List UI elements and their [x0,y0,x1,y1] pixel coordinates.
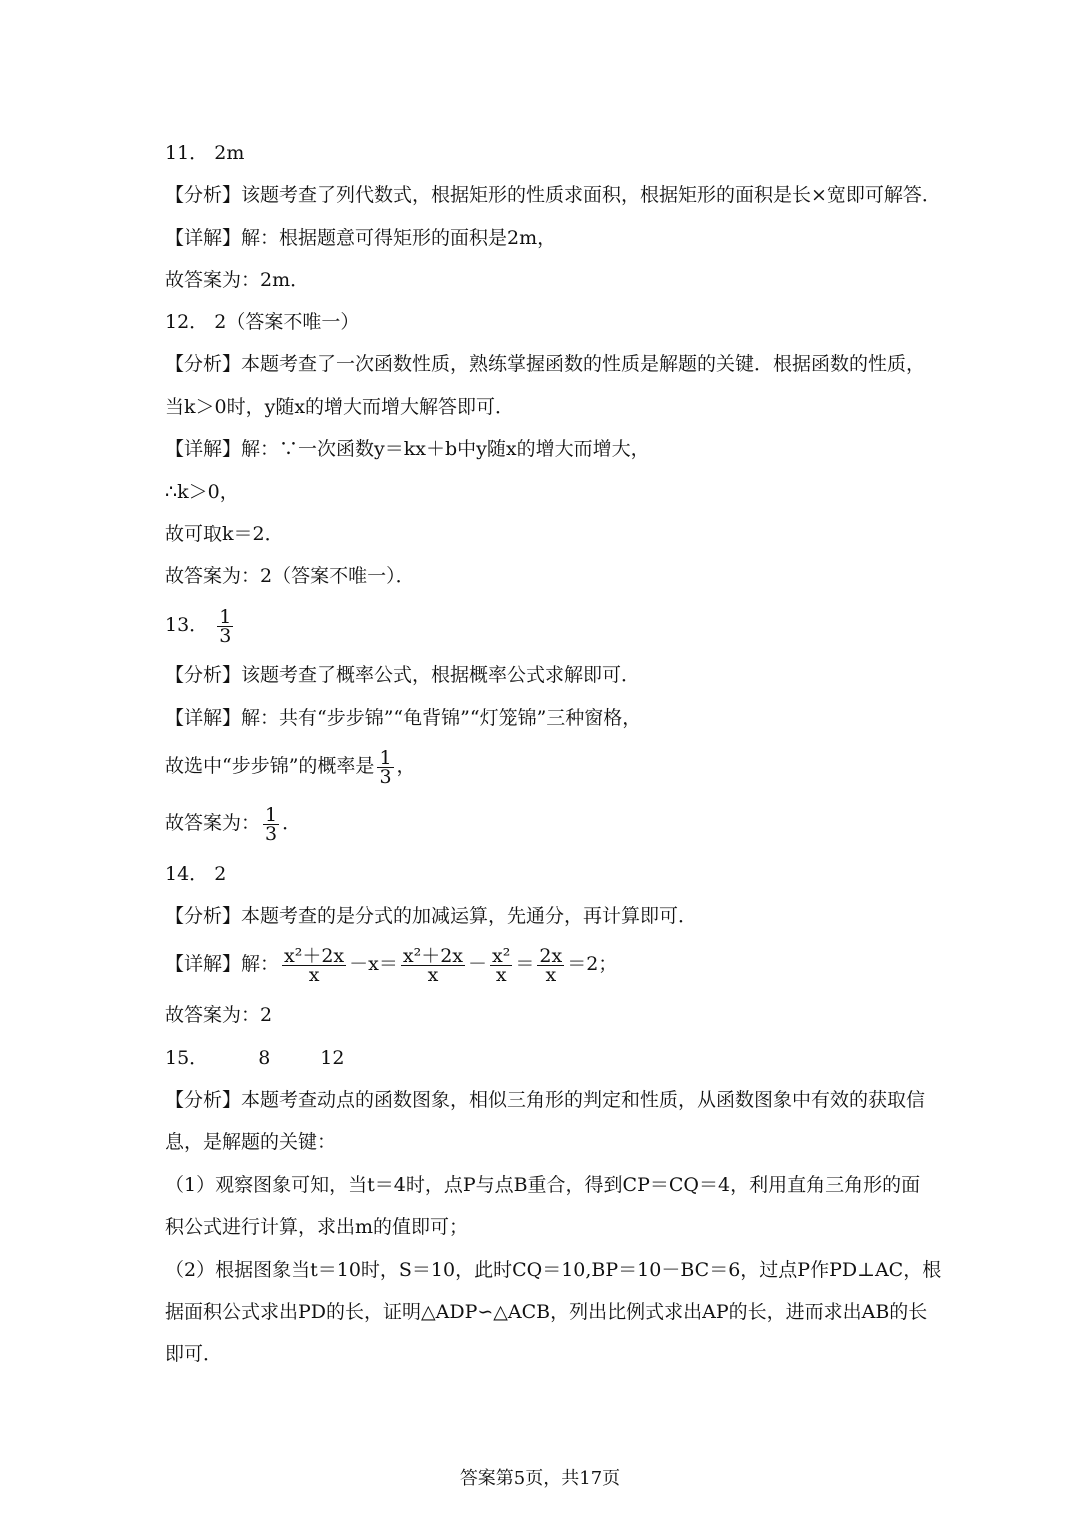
q13-probability-fraction [377,746,393,788]
q12-analysis-line2: 当k＞0时，y随x的增大而增大解答即可． [165,396,515,418]
q14-operator-3: ＝ [515,953,535,975]
q15-analysis-line1: 【分析】本题考查动点的函数图象，相似三角形的判定和性质，从函数图象中有效的获取信 [165,1089,926,1111]
q15-answer-1: 8 [258,1047,271,1069]
q13-conclusion-numerator: 1 [265,803,278,826]
q14-fraction-4 [537,944,564,986]
q13-answer-denominator: 3 [219,624,232,647]
q14-fraction-1-numerator: x²＋2x [284,944,345,967]
q14-fraction-1 [282,944,346,986]
q15-part1-line1: （1）观察图象可知，当t＝4时，点P与点B重合，得到CP＝CQ＝4，利用直角三角形的面 [165,1174,921,1196]
q11-detail: 【详解】解：根据题意可得矩形的面积是2m， [165,227,557,249]
q12-take: 故可取k＝2． [165,523,284,545]
q15-part2-line1: （2）根据图象当t＝10时，S＝10，此时CQ＝10,BP＝10－BC＝6，过点P作PD⊥AC，根 [165,1259,942,1281]
q14-fraction-2 [401,944,465,986]
q14-header [165,862,226,886]
q14-answer: 2 [214,863,227,885]
q13-probability-text: 故选中“步步锦”的概率是 [165,755,375,777]
q14-detail [165,944,617,984]
q12-detail: 【详解】解：∵一次函数y＝kx＋b中y随x的增大而增大， [165,438,650,460]
q13-answer-fraction [217,605,233,647]
q13-answer-numerator: 1 [219,605,232,628]
q12-header [165,310,359,334]
q14-operator-1: －x＝ [349,953,398,975]
q15-part2-line3: 即可． [165,1343,223,1365]
q13-detail: 【详解】解：共有“步步锦”“龟背锦”“灯笼锦”三种窗格， [165,707,642,729]
q13-conclusion-tail: ． [282,812,302,834]
q14-fraction-4-numerator: 2x [539,944,563,967]
q14-fraction-2-numerator: x²＋2x [402,944,464,967]
q15-number: 15． [165,1047,209,1069]
q15-part1-line2: 积公式进行计算，求出m的值即可； [165,1216,469,1238]
q14-operator-2: － [468,953,488,975]
q15-part2-line2: 据面积公式求出PD的长，证明△ADP∽△ACB，列出比例式求出AP的长，进而求出AB的长 [165,1301,928,1323]
q11-analysis: 【分析】该题考查了列代数式，根据矩形的性质求面积，根据矩形的面积是长×宽即可解答． [165,184,941,206]
q13-header [165,605,236,645]
q15-header [165,1046,344,1070]
q12-answer: 2（答案不唯一） [214,311,360,333]
q13-analysis: 【分析】该题考查了概率公式，根据概率公式求解即可． [165,664,641,686]
q14-analysis: 【分析】本题考查的是分式的加减运算，先通分，再计算即可． [165,905,698,927]
q11-answer: 2m [214,142,245,164]
q13-number: 13． [165,614,209,636]
q14-conclusion: 故答案为：2 [165,1004,273,1026]
q13-probability-numerator: 1 [379,746,392,769]
q11-header [165,141,244,165]
q12-analysis-line1: 【分析】本题考查了一次函数性质，熟练掌握函数的性质是解题的关键．根据函数的性质， [165,353,926,375]
q14-fraction-3-denominator: x [490,965,512,984]
q14-operator-4: ＝2； [567,953,618,975]
q14-fraction-1-denominator: x [282,965,346,984]
q13-conclusion-fraction [263,803,279,845]
q11-number: 11． [165,142,209,164]
q14-fraction-2-denominator: x [401,965,465,984]
q14-number: 14． [165,863,209,885]
q14-fraction-3-numerator: x² [492,944,511,967]
q15-answer-2: 12 [320,1047,345,1069]
q12-number: 12． [165,311,209,333]
q11-conclusion: 故答案为：2m． [165,269,310,291]
q13-conclusion-text: 故答案为： [165,812,261,834]
q14-detail-label: 【详解】解： [165,953,280,975]
q14-fraction-3 [490,944,512,986]
page-footer: 答案第5页，共17页 [459,1468,621,1489]
q14-fraction-4-denominator: x [537,965,564,984]
q12-conclusion: 故答案为：2（答案不唯一）． [165,565,415,587]
q13-conclusion-denominator: 3 [265,822,278,845]
q13-probability [165,746,416,786]
q12-therefore: ∴k＞0， [165,481,239,503]
q13-probability-denominator: 3 [379,765,392,788]
q13-probability-tail: ， [396,755,416,777]
q13-conclusion [165,803,301,843]
q15-analysis-line2: 息，是解题的关键： [165,1131,337,1153]
